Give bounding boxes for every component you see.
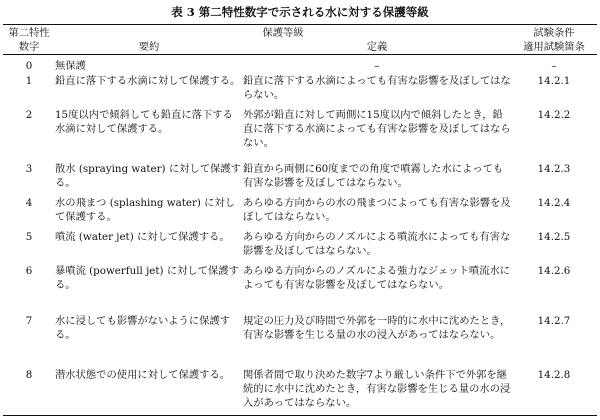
row-test: 14.2.2: [537, 108, 571, 121]
header-digit-line1: 第二特性: [8, 27, 50, 39]
row-digit: 8: [3, 368, 55, 416]
header-level: 保護等級: [55, 25, 511, 41]
row-requirement: 無保護: [55, 60, 86, 72]
row-definition: 規定の圧力及び時間で外郭を一時的に水中に沈めたとき，有害な影響を生じる量の水の浸入があってはならない。: [243, 314, 511, 341]
header-test-line1: 試験条件: [533, 27, 575, 39]
row-digit: 5: [25, 230, 33, 243]
table-caption: 表 3 第二特性数字で示される水に対する保護等級: [171, 5, 429, 19]
header-digit-line2: 数字: [3, 40, 55, 55]
row-test: –: [551, 60, 557, 72]
row-test: 14.2.1: [537, 74, 571, 87]
row-requirement: 水に浸しても影響がないように保護する。: [55, 314, 231, 341]
row-test: 14.2.3: [537, 162, 571, 175]
row-digit: 6: [25, 264, 33, 277]
row-test: 14.2.5: [537, 230, 571, 243]
row-test: 14.2.7: [537, 314, 571, 327]
table-row: [3, 368, 597, 416]
header-requirement: 要約: [55, 40, 243, 55]
row-requirement: 水の飛まつ (splashing water) に対して保護する。: [55, 196, 236, 223]
row-test: 14.2.6: [537, 264, 571, 277]
row-definition: あらゆる方向からの水の飛まつによっても有害な影響を及ぼしてはならない。: [243, 196, 511, 223]
header-test: [511, 25, 597, 41]
row-requirement: 15度以内で傾斜しても鉛直に落下する水滴に対して保護する。: [55, 108, 233, 135]
table-row: [3, 230, 597, 264]
header-digit: [3, 25, 55, 41]
row-definition: 関係者間で取り決めた数字7より厳しい条件下で外郭を継続的に水中に沈めたとき，有害な影響を生じる量の水の浸入があってはならない。: [243, 368, 511, 416]
row-digit: 3: [25, 162, 33, 175]
row-digit: 0: [25, 60, 33, 72]
header-row-sub: [3, 40, 597, 55]
table-row: [3, 264, 597, 314]
row-requirement: 潜水状態での使用に対して保護する。: [55, 368, 243, 416]
row-digit: 4: [25, 196, 33, 209]
table-row: [3, 162, 597, 196]
row-requirement: 暴噴流 (powerfull jet) に対して保護する。: [55, 264, 239, 291]
header-row-top: [3, 25, 597, 41]
row-requirement: 散水 (spraying water) に対して保護する。: [55, 162, 241, 189]
row-requirement: 鉛直に落下する水滴に対して保護する。: [55, 74, 241, 87]
row-digit: 2: [25, 108, 33, 121]
header-test-line2: 適用試験箇条: [511, 40, 597, 55]
row-digit: 1: [25, 74, 33, 87]
table-row: [3, 74, 597, 108]
row-definition: あらゆる方向からのノズルによる強力なジェット噴流水によっても有害な影響を及ぼしてはならない。: [243, 264, 511, 291]
row-test: 14.2.8: [511, 368, 597, 416]
row-definition: 鉛直に落下する水滴によっても有害な影響を及ぼしてはならない。: [243, 74, 511, 101]
row-requirement: 噴流 (water jet) に対して保護する。: [55, 230, 230, 243]
table-row: [3, 196, 597, 230]
row-definition: あらゆる方向からのノズルによる噴流水によっても有害な影響を及ぼしてはならない。: [243, 230, 511, 257]
row-test: 14.2.4: [537, 196, 571, 209]
table-row: [3, 55, 597, 74]
row-digit: 7: [25, 314, 33, 327]
row-definition: 外郭が鉛直に対して両側に15度以内で傾斜したとき，鉛直に落下する水滴によっても有害な影響を及ぼしてはならない。: [243, 108, 511, 149]
table-row: [3, 314, 597, 368]
protection-table: [3, 24, 597, 416]
table-row: [3, 108, 597, 162]
row-definition: –: [374, 60, 380, 72]
header-definition: 定義: [243, 40, 511, 55]
row-definition: 鉛直から両側に60度までの角度で噴霧した水によっても有害な影響を及ぼしてはならない。: [243, 162, 504, 189]
